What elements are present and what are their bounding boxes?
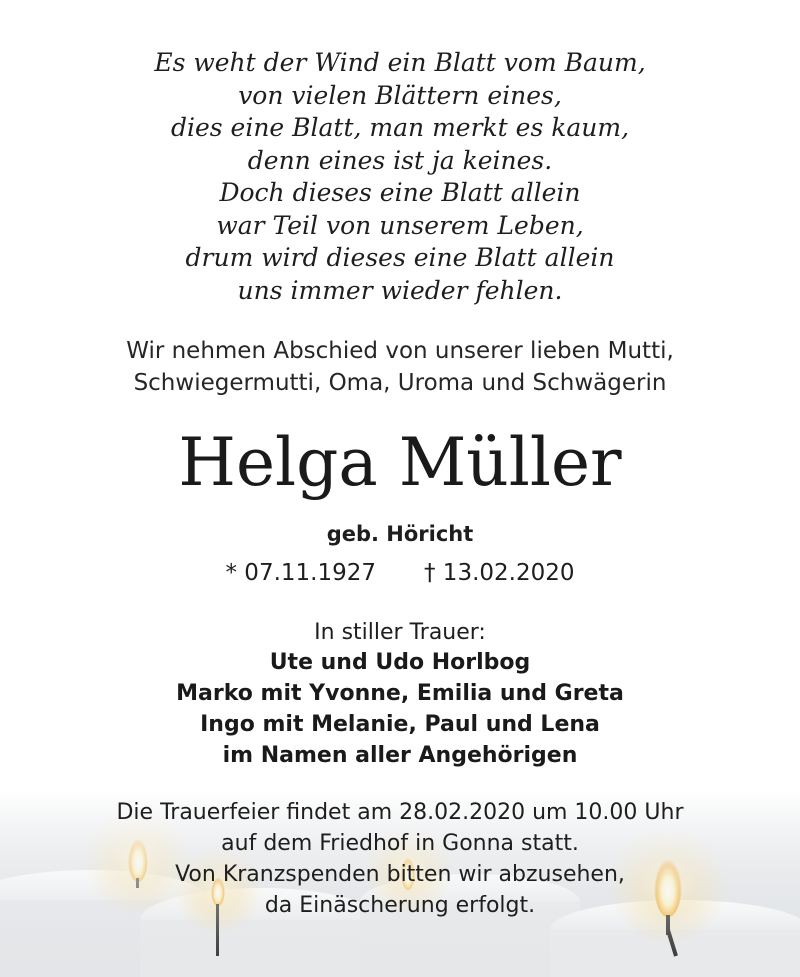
poem-line: war Teil von unserem Leben, [216, 210, 584, 240]
mourners-list [0, 647, 800, 771]
poem [0, 47, 800, 307]
funeral-line: auf dem Friedhof in Gonna statt. [221, 831, 579, 856]
funeral-line: da Einäscherung erfolgt. [264, 893, 536, 918]
deceased-name: Helga Müller [178, 424, 622, 501]
birth-name: geb. Höricht [326, 522, 474, 546]
poem-line: dies eine Blatt, man merkt es kaum, [170, 113, 630, 142]
poem-line: uns immer wieder fehlen. [237, 275, 563, 305]
funeral-notice [0, 797, 800, 921]
poem-line: Doch dieses eine Blatt allein [219, 178, 581, 207]
funeral-line: Die Trauerfeier findet am 28.02.2020 um 10.00 Uhr [116, 800, 684, 825]
poem-line: Es weht der Wind ein Blatt vom Baum, [154, 48, 646, 77]
mourner-line: Marko mit Yvonne, Emilia und Greta [176, 681, 624, 706]
mourner-line: Ingo mit Melanie, Paul und Lena [200, 712, 600, 737]
life-dates [0, 557, 800, 589]
funeral-line: Von Kranzspenden bitten wir abzusehen, [175, 862, 625, 887]
farewell-intro [0, 335, 800, 399]
birth-date: * 07.11.1927 [225, 560, 376, 586]
mourner-line: Ute und Udo Horlbog [269, 650, 531, 675]
death-date: † 13.02.2020 [424, 560, 575, 586]
mourning-label: In stiller Trauer: [314, 620, 486, 645]
intro-line: Wir nehmen Abschied von unserer lieben Mutti, [126, 338, 674, 364]
poem-line: von vielen Blättern eines, [238, 80, 562, 110]
poem-line: drum wird dieses eine Blatt allein [185, 243, 615, 272]
poem-line: denn eines ist ja keines. [247, 145, 553, 175]
intro-line: Schwiegermutti, Oma, Uroma und Schwägerin [133, 370, 667, 396]
mourner-line: im Namen aller Angehörigen [222, 743, 578, 768]
